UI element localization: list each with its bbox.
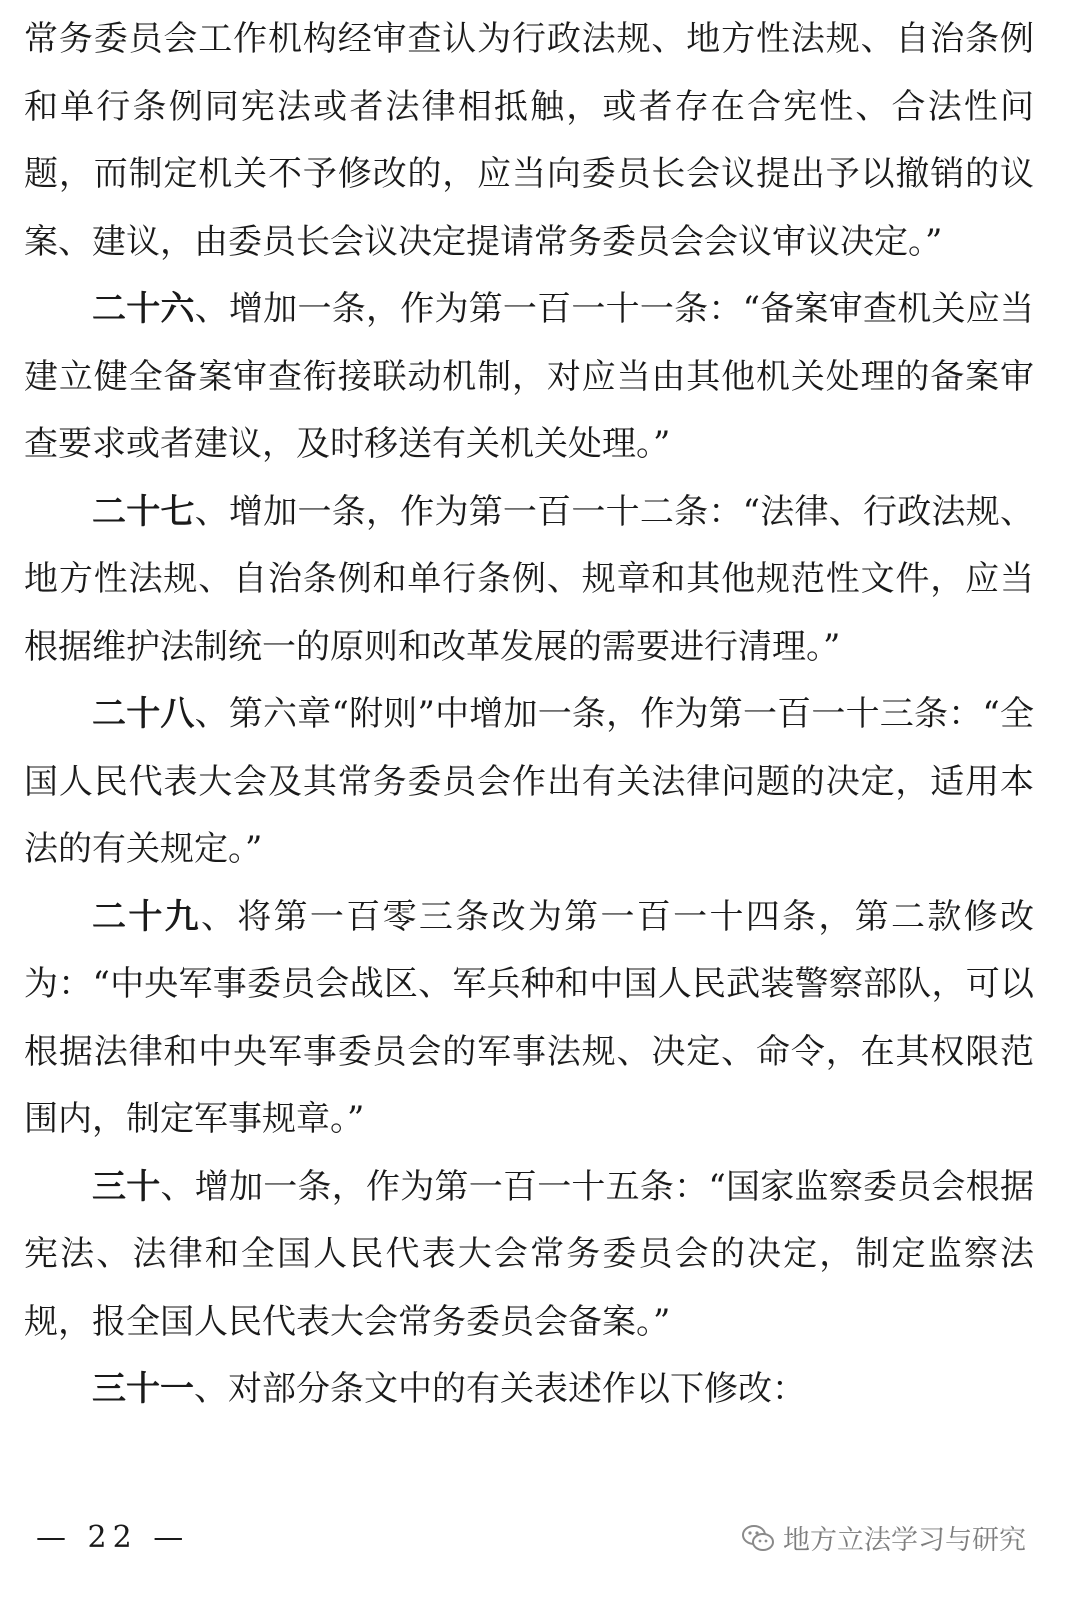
paragraph-item-31 [24,1356,1034,1424]
paragraph-item-28 [24,681,1034,884]
item-number: 三十一 [92,1369,194,1409]
paragraph-text: 、增加一条，作为第一百一十二条：“法律、行政法规、地方性法规、自治条例和单行条例、规章和其他规范性文件，应当根据维护法制统一的原则和改革发展的需要进行清理。” [24,491,1034,667]
paragraph-text: 、增加一条，作为第一百一十五条：“国家监察委员会根据宪法、法律和全国人民代表大会常务委员会的决定，制定监察法规，报全国人民代表大会常务委员会备案。” [24,1166,1034,1342]
item-number: 二十六 [92,289,195,329]
item-number: 三十 [92,1166,161,1207]
paragraph-item-30 [24,1154,1034,1357]
paragraph-item-29 [24,884,1034,1154]
paragraph-text: 常务委员会工作机构经审查认为行政法规、地方性法规、自治条例和单行条例同宪法或者法律相抵触，或者存在合宪性、合法性问题，而制定机关不予修改的，应当向委员长会议提出予以撤销的议案、建议，由委员长会议决定提请常务委员会会议审议决定。” [24,19,1034,262]
item-number: 二十九 [92,896,201,937]
page-footer [36,1520,1046,1570]
paragraph-continuation [24,6,1034,276]
paragraph-text: 、对部分条文中的有关表述作以下修改： [194,1369,806,1409]
item-number: 二十七 [92,491,195,532]
item-number: 二十八 [92,694,195,734]
paragraph-item-27 [24,479,1034,682]
page-number: — 22 — [36,1520,190,1555]
wechat-icon [741,1523,775,1553]
paragraph-text: 、第六章“附则”中增加一条，作为第一百一十三条：“全国人民代表大会及其常务委员会作出有关法律问题的决定，适用本法的有关规定。” [24,694,1035,869]
paragraph-text: 、增加一条，作为第一百一十一条：“备案审查机关应当建立健全备案审查衔接联动机制，对应当由其他机关处理的备案审查要求或者建议，及时移送有关机关处理。” [24,289,1034,464]
watermark-text: 地方立法学习与研究 [783,1525,1026,1556]
document-body [24,6,1034,1424]
watermark [741,1518,1026,1557]
paragraph-text: 、将第一百零三条改为第一百一十四条，第二款修改为：“中央军事委员会战区、军兵种和中国人民武装警察部队，可以根据法律和中央军事委员会的军事法规、决定、命令，在其权限范围内，制定军事规章。” [24,896,1035,1139]
paragraph-item-26 [24,276,1034,479]
